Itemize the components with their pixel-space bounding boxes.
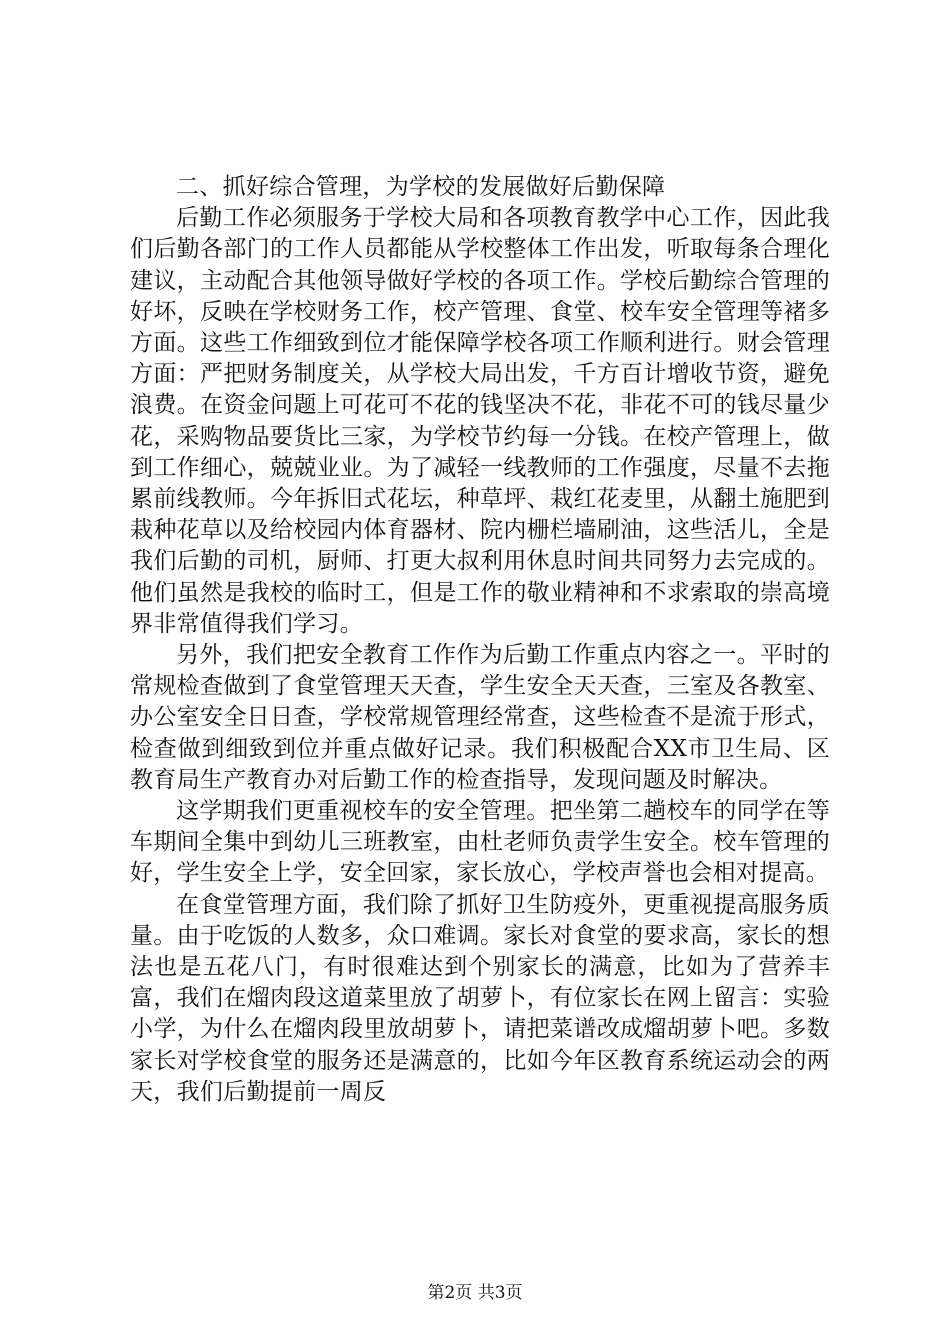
section-heading: 二、抓好综合管理，为学校的发展做好后勤保障 — [176, 174, 666, 200]
paragraph-3: 这学期我们更重视校车的安全管理。把坐第二趟校车的同学在等车期间全集中到幼儿三班教室，由杜老师负责学生安全。校车管理的好，学生安全上学，安全回家，家长放心，学校声誉也会相对提高。 — [130, 798, 830, 887]
paragraph-1: 后勤工作必须服务于学校大局和各项教育教学中心工作，因此我们后勤各部门的工作人员都能从学校整体工作出发，听取每条合理化建议，主动配合其他领导做好学校的各项工作。学校后勤综合管理的好坏，反映在学校财务工作，校产管理、食堂、校车安全管理等褚多方面。这些工作细致到位才能保障学校各项工作顺利进行。财会管理方面：严把财务制度关，从学校大局出发，千方百计增收节资，避免浪费。在资金问题上可花可不花的钱坚决不花，非花不可的钱尽量少花，采购物品要货比三家，为学校节约每一分钱。在校产管理上，做到工作细心，兢兢业业。为了减轻一线教师的工作强度，尽量不去拖累前线教师。今年拆旧式花坛，种草坪、栽红花麦里，从翻土施肥到栽种花草以及给校园内体育器材、院内栅栏墙刷油，这些活儿，全是我们后勤的司机，厨师、打更大叔利用休息时间共同努力去完成的。他们虽然是我校的临时工，但是工作的敬业精神和不求索取的崇高境界非常值得我们学习。 — [130, 205, 830, 637]
paragraph-4: 在食堂管理方面，我们除了抓好卫生防疫外，更重视提高服务质量。由于吃饭的人数多，众口难调。家长对食堂的要求高，家长的想法也是五花八门，有时很难达到个别家长的满意，比如为了营养丰富，我们在熘肉段这道菜里放了胡萝卜，有位家长在网上留言：实验小学，为什么在熘肉段里放胡萝卜，请把菜谱改成熘胡萝卜吧。多数家长对学校食堂的服务还是满意的，比如今年区教育系统运动会的两天，我们后勤提前一周反 — [130, 891, 830, 1105]
page-footer: 第2页 共3页 — [427, 1283, 523, 1303]
document-body — [130, 172, 830, 1108]
paragraph-2: 另外，我们把安全教育工作作为后勤工作重点内容之一。平时的常规检查做到了食堂管理天天查，学生安全天天查，三室及各教室、办公室安全日日查，学校常规管理经常查，这些检查不是流于形式，检查做到细致到位并重点做好记录。我们积极配合XX市卫生局、区教育局生产教育办对后勤工作的检查指导，发现问题及时解决。 — [130, 642, 830, 793]
